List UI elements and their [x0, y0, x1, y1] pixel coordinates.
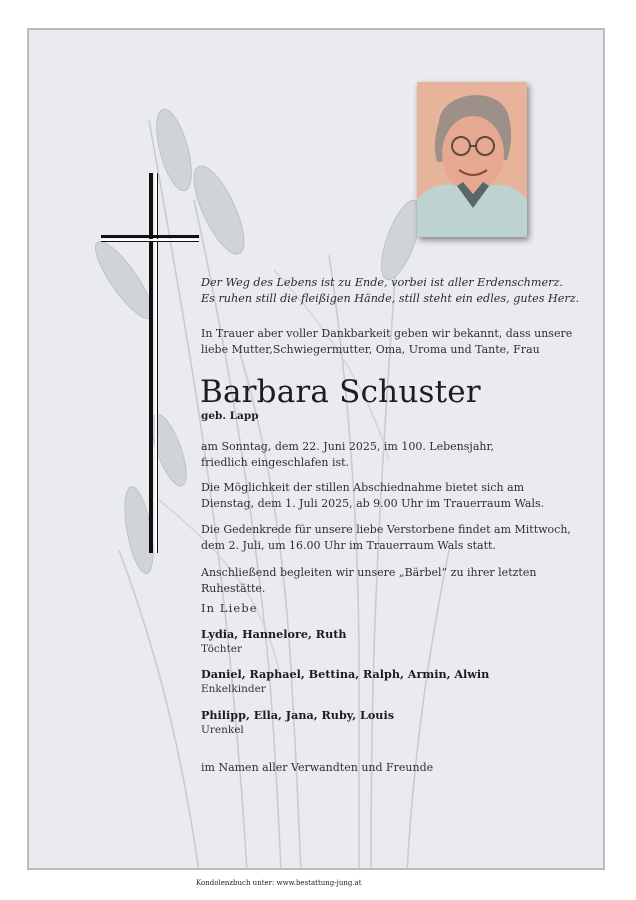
mourner-group-names: Lydia, Hannelore, Ruth [201, 627, 347, 641]
announcement-text [201, 326, 596, 358]
motto-verse [201, 275, 601, 307]
viewing-paragraph [201, 480, 596, 512]
mourner-group-names: Philipp, Ella, Jana, Ruby, Louis [201, 708, 394, 722]
mourner-group-role: Enkelkinder [201, 683, 266, 695]
motto-line-1: Der Weg des Lebens ist zu Ende, vorbei ist aller Erdenschmerz. [201, 276, 563, 289]
deceased-name: Barbara Schuster [200, 374, 481, 410]
cross-symbol [101, 173, 199, 553]
condolence-book-link[interactable]: Kondolenzbuch unter: www.bestattung-jung.at [196, 879, 362, 887]
closing-line: im Namen aller Verwandten und Freunde [201, 761, 434, 774]
obituary-card [27, 28, 605, 870]
death-paragraph [201, 439, 596, 471]
mourners-heading: In Liebe [201, 601, 258, 615]
mourner-group-role: Töchter [201, 643, 243, 655]
portrait-photo [417, 82, 527, 237]
announcement-line-2: liebe Mutter,Schwiegermutter, Oma, Uroma und Tante, Frau [201, 343, 540, 356]
mourner-group-names: Daniel, Raphael, Bettina, Ralph, Armin, Alwin [201, 667, 490, 681]
announcement-line-1: In Trauer aber voller Dankbarkeit geben wir bekannt, dass unsere [201, 327, 573, 340]
viewing-line-1: Die Möglichkeit der stillen Abschiednahme bietet sich am [201, 481, 525, 494]
death-line-2: friedlich eingeschlafen ist. [201, 456, 350, 469]
memorial-paragraph [201, 522, 596, 554]
memorial-line-2: dem 2. Juli, um 16.00 Uhr im Trauerraum Wals statt. [201, 539, 496, 552]
burial-paragraph: Anschließend begleiten wir unsere „Bärbel“ zu ihrer letzten Ruhestätte. [201, 566, 537, 595]
viewing-line-2: Dienstag, dem 1. Juli 2025, ab 9.00 Uhr im Trauerraum Wals. [201, 497, 545, 510]
memorial-line-1: Die Gedenkrede für unsere liebe Verstorbene findet am Mittwoch, [201, 523, 571, 536]
maiden-name: geb. Lapp [201, 410, 259, 422]
death-line-1: am Sonntag, dem 22. Juni 2025, im 100. Lebensjahr, [201, 440, 495, 453]
portrait-illustration [417, 82, 527, 237]
motto-line-2: Es ruhen still die fleißigen Hände, still steht ein edles, gutes Herz. [201, 292, 580, 305]
mourner-group-role: Urenkel [201, 724, 244, 736]
